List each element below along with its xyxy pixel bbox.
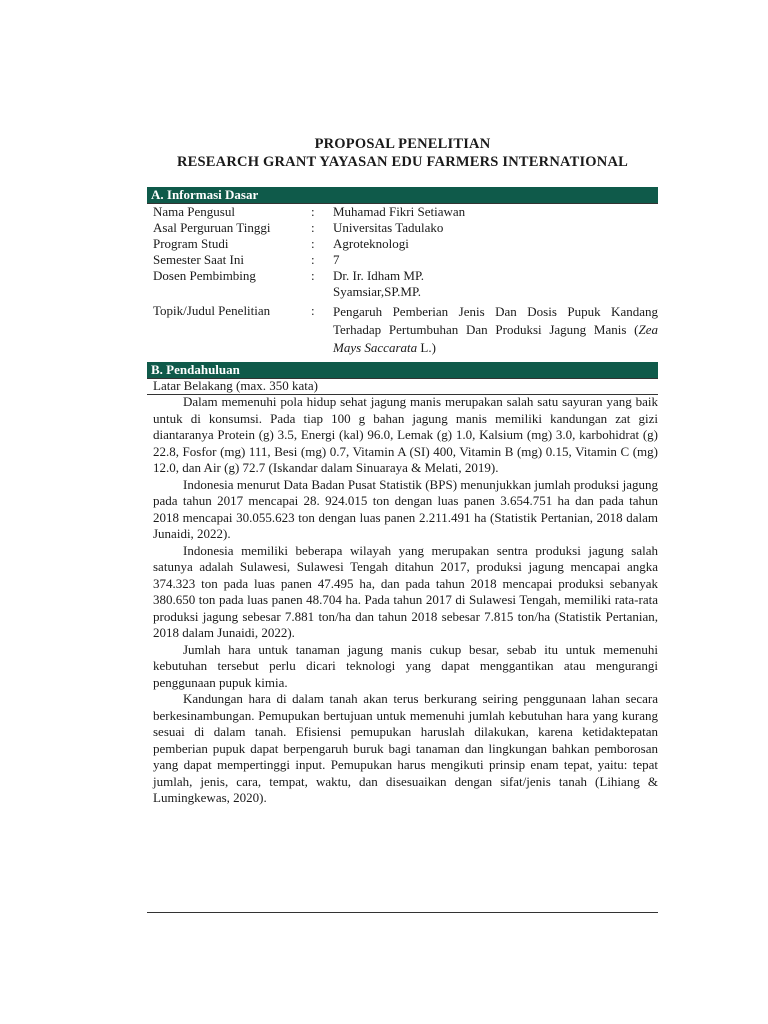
info-value: Agroteknologi <box>333 236 409 251</box>
page-bottom-rule <box>147 912 658 913</box>
paragraph: Kandungan hara di dalam tanah akan terus berkurang seiring penggunaan lahan secara berkesinambungan. Pemupukan bertujuan untuk memenuhi jumlah kebutuhan hara yang kurang sesuai di dalam tanah. Efisiensi pemupukan haruslah dilakukan, karena ketidaktepatan pemberian pupuk dapat berpengaruh buruk bagi tanaman dan lingkungan bahkan pemborosan yang dapat mempertinggi input. Pemupukan harus mengikuti prinsip enam tepat, yaitu: tepat jumlah, jenis, cara, tempat, waktu, dan disesuaikan dengan sifat/jenis tanah (Lihiang & Lumingkewas, 2020). <box>153 691 658 805</box>
info-colon: : <box>311 236 315 251</box>
info-value: Universitas Tadulako <box>333 220 444 235</box>
paragraph: Indonesia menurut Data Badan Pusat Statistik (BPS) menunjukkan jumlah produksi jagung pada tahun 2017 mencapai 28. 924.015 ton dengan luas panen 3.654.751 ha dan pada tahun 2018 mencapai 30.055.623 ton dengan luas panen 2.211.491 ha (Statistik Pertanian, 2018 dalam Junaidi, 2022). <box>153 476 658 541</box>
info-value: Muhamad Fikri Setiawan <box>333 204 466 219</box>
supervisor-2: Syamsiar,SP.MP. <box>333 284 421 299</box>
info-label: Program Studi <box>153 236 229 251</box>
section-b-heading: B. Pendahuluan <box>147 362 658 378</box>
paragraph: Jumlah hara untuk tanaman jagung manis cukup besar, sebab itu untuk memenuhi kebutuhan tersebut perlu dicari teknologi yang dapat menggantikan atau mengurangi penggunaan pupuk kimia. <box>153 641 658 690</box>
info-colon: : <box>311 303 315 318</box>
info-colon: : <box>311 268 315 283</box>
info-row-program <box>147 236 658 252</box>
info-label: Asal Perguruan Tinggi <box>153 220 271 235</box>
info-label: Semester Saat Ini <box>153 252 244 267</box>
topic-text-end: L.) <box>417 340 436 355</box>
info-label: Dosen Pembimbing <box>153 268 256 283</box>
background-subheading: Latar Belakang (max. 350 kata) <box>153 378 318 393</box>
info-label: Topik/Judul Penelitian <box>153 303 271 318</box>
info-row-name <box>147 204 658 220</box>
basic-info-table <box>147 204 658 357</box>
topic-text: Pengaruh Pemberian Jenis Dan Dosis Pupuk Kandang Terhadap Pertumbuhan Dan Produksi Jagung Manis ( <box>333 304 658 337</box>
proposal-title: PROPOSAL PENELITIAN <box>314 136 491 152</box>
background-body <box>153 394 658 807</box>
section-a-heading: A. Informasi Dasar <box>147 187 658 203</box>
info-label: Nama Pengusul <box>153 204 235 219</box>
info-colon: : <box>311 252 315 267</box>
topic-value <box>329 303 658 357</box>
info-row-supervisor <box>147 268 658 300</box>
paragraph: Indonesia memiliki beberapa wilayah yang merupakan sentra produksi jagung salah satunya adalah Sulawesi, Sulawesi Tengah ditahun 2017, produksi jagung mencapai angka 374.323 ton pada luas panen 47.495 ha, dan pada tahun 2018 mencapai produksi sebanyak 380.650 ton pada luas panen 48.704 ha. Pada tahun 2017 di Sulawesi Tengah, memiliki rata-rata produksi jagung sebesar 7.881 ton/ha dan tahun 2018 sebesar 7.815 ton/ha (Statistik Pertanian, 2018 dalam Junaidi, 2022). <box>153 542 658 640</box>
info-row-university <box>147 220 658 236</box>
paragraph: Dalam memenuhi pola hidup sehat jagung manis merupakan salah satu sayuran yang baik untuk di konsumsi. Pada tiap 100 g bahan jagung manis memiliki kandungan zat gizi diantaranya Protein (g) 3.5, Energi (kal) 96.0, Lemak (g) 1.0, Kalsium (mg) 3.0, karbohidrat (g) 22.8, Fosfor (mg) 111, Besi (mg) 0.7, Vitamin A (SI) 400, Vitamin B (mg) 0.15, Vitamin C (mg) 12.0, dan Air (g) 72.7 (Iskandar dalam Sinuaraya & Melati, 2019). <box>153 394 658 475</box>
info-row-semester <box>147 252 658 268</box>
topic-species: Zea Mays Saccarata <box>333 322 658 355</box>
info-colon: : <box>311 204 315 219</box>
info-value: 7 <box>333 252 340 267</box>
info-value <box>329 268 658 300</box>
info-row-topic <box>147 303 658 357</box>
grant-title: RESEARCH GRANT YAYASAN EDU FARMERS INTERNATIONAL <box>177 154 628 170</box>
info-colon: : <box>311 220 315 235</box>
supervisor-1: Dr. Ir. Idham MP. <box>333 268 424 283</box>
